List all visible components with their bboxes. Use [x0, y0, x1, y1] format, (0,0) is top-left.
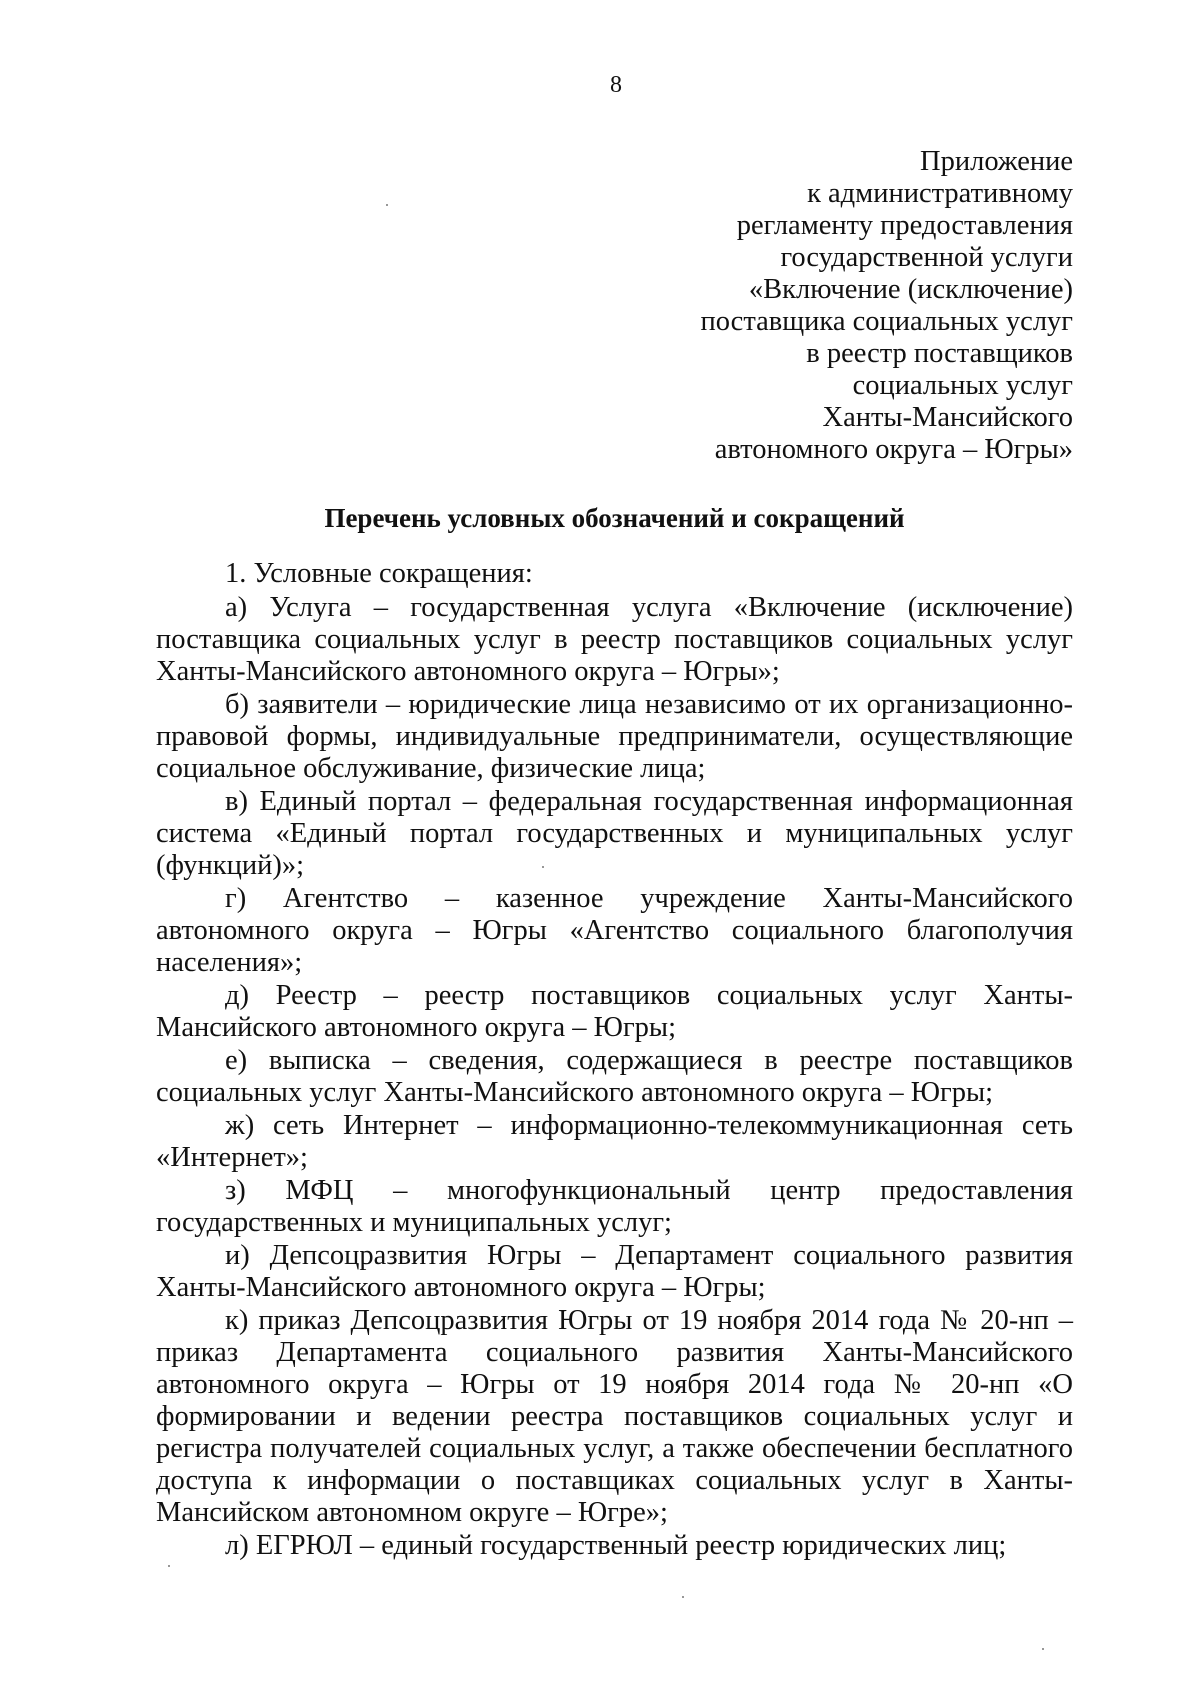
list-item-d: д) Реестр – реестр поставщиков социальных услуг Ханты-Мансийского автономного округа – Югры;	[156, 980, 1073, 1043]
scan-speck	[1042, 1648, 1044, 1650]
scan-speck	[542, 866, 544, 868]
appendix-line: государственной услуги	[780, 242, 1073, 273]
appendix-line: социальных услуг	[852, 370, 1073, 401]
page-number: 8	[610, 72, 622, 98]
intro-paragraph: 1. Условные сокращения:	[225, 558, 533, 589]
section-heading: Перечень условных обозначений и сокращений	[324, 503, 905, 533]
list-item-z: з) МФЦ – многофункциональный центр предоставления государственных и муниципальных услуг;	[156, 1175, 1073, 1238]
list-item-k: к) приказ Депсоцразвития Югры от 19 ноября 2014 года № 20-нп – приказ Департамента социального развития Ханты-Мансийского автономного округа – Югры от 19 ноября 2014 года № 20-нп «О формировании и ведении реестра поставщиков социальных услуг и регистра получателей социальных услуг, а также обеспечении бесплатного доступа к информации о поставщиках социальных услуг в Ханты-Мансийском автономном округе – Югре»;	[156, 1305, 1073, 1528]
list-item-e: е) выписка – сведения, содержащиеся в реестре поставщиков социальных услуг Ханты-Мансийского автономного округа – Югры;	[156, 1045, 1073, 1108]
document-body	[156, 558, 1073, 1562]
appendix-line: поставщика социальных услуг	[700, 306, 1073, 337]
list-item-v: в) Единый портал – федеральная государственная информационная система «Единый портал государственных и муниципальных услуг (функций)»;	[156, 786, 1073, 881]
appendix-line: «Включение (исключение)	[748, 274, 1073, 305]
scan-speck	[386, 204, 388, 206]
appendix-line: Приложение	[920, 146, 1073, 177]
list-item-b: б) заявители – юридические лица независимо от их организационно-правовой формы, индивидуальные предприниматели, осуществляющие социальное обслуживание, физические лица;	[156, 689, 1073, 784]
scan-speck	[168, 1565, 170, 1567]
list-item-i: и) Депсоцразвития Югры – Департамент социального развития Ханты-Мансийского автономного округа – Югры;	[156, 1240, 1073, 1303]
appendix-line: автономного округа – Югры»	[714, 434, 1073, 465]
list-item-zh: ж) сеть Интернет – информационно-телекоммуникационная сеть «Интернет»;	[156, 1110, 1073, 1173]
list-item-a: а) Услуга – государственная услуга «Включение (исключение) поставщика социальных услуг в реестр поставщиков социальных услуг Ханты-Мансийского автономного округа – Югры»;	[156, 592, 1073, 687]
list-item-g: г) Агентство – казенное учреждение Ханты-Мансийского автономного округа – Югры «Агентство социального благополучия населения»;	[156, 883, 1073, 978]
appendix-block	[700, 146, 1073, 466]
appendix-line: к административному	[807, 178, 1073, 209]
scan-speck	[682, 1596, 684, 1598]
appendix-line: Ханты-Мансийского	[822, 402, 1073, 433]
list-item-l: л) ЕГРЮЛ – единый государственный реестр юридических лиц;	[225, 1530, 1007, 1561]
appendix-line: регламенту предоставления	[736, 210, 1073, 241]
appendix-line: в реестр поставщиков	[806, 338, 1073, 369]
